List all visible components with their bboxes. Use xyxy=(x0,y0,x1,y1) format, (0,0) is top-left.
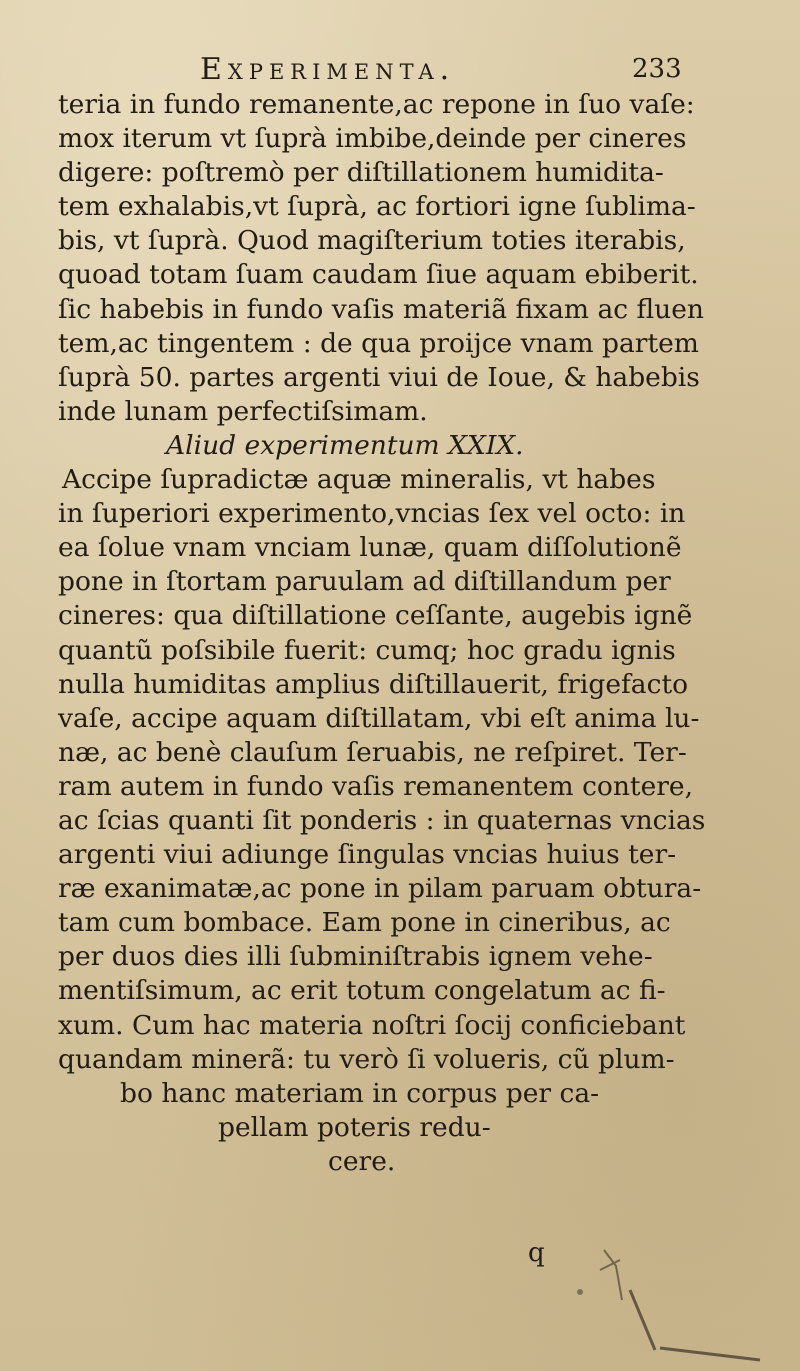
text-line: bis, vt ſuprà. Quod magiſterium toties iterabis, xyxy=(58,225,686,257)
text-line: ſic habebis in fundo vaſis materiã fixam ac fluen xyxy=(58,293,705,325)
text-line: pone in ſtortam paruulam ad diſtillandum per xyxy=(58,566,671,598)
text-line: ea ſolue vnam vnciam lunæ, quam diſſolutionẽ xyxy=(58,532,682,564)
text-line: teria in fundo remanente,ac repone in ſuo vaſe: xyxy=(58,89,695,120)
text-line: cere. xyxy=(328,1145,396,1177)
text-line: inde lunam perfectiſsimam. xyxy=(58,395,428,427)
text-line: per duos dies illi ſubminiſtrabis ignem vehe- xyxy=(58,941,653,973)
text-line: quantũ poſsibile fuerit: cumq; hoc gradu ignis xyxy=(58,634,676,666)
page-header xyxy=(0,52,800,92)
text-line: xum. Cum hac materia noſtri ſocij conficiebant xyxy=(58,1009,686,1041)
running-title: Experimenta. xyxy=(200,52,456,87)
text-line: quoad totam ſuam caudam ſiue aquam ebiberit. xyxy=(58,259,699,291)
text-line: ram autem in fundo vaſis remanentem contere, xyxy=(58,770,694,802)
text-line: ac ſcias quanti ſit ponderis : in quaternas vncias xyxy=(58,804,706,836)
section-heading: Aliud experimentum XXIX. xyxy=(166,429,524,461)
text-line: ræ exanimatæ,ac pone in pilam paruam obtura- xyxy=(58,873,702,905)
text-line: nulla humiditas amplius diſtillauerit, frigefacto xyxy=(58,668,689,700)
text-line: bo hanc materiam in corpus per ca- xyxy=(120,1077,600,1109)
text-line: tem,ac tingentem : de qua proijce vnam partem xyxy=(58,327,699,359)
text-line: mox iterum vt ſuprà imbibe,deinde per cineres xyxy=(58,123,687,155)
body-text xyxy=(58,88,706,1179)
text-line: mentiſsimum, ac erit totum congelatum ac fi- xyxy=(58,975,666,1007)
text-line: ſuprà 50. partes argenti viui de Ioue, & habebis xyxy=(58,361,700,393)
text-line: Accipe ſupradictæ aquæ mineralis, vt habes xyxy=(62,464,656,496)
text-line: pellam poteris redu- xyxy=(218,1111,491,1143)
text-line: tem exhalabis,vt ſuprà, ac fortiori igne ſublima- xyxy=(58,191,696,223)
text-line: tam cum bombace. Eam pone in cineribus, ac xyxy=(58,907,671,939)
text-line: cineres: qua diſtillatione ceſſante, augebis ignẽ xyxy=(58,600,693,632)
text-line: in ſuperiori experimento,vncias ſex vel octo: in xyxy=(58,498,686,530)
text-line: quandam minerã: tu verò ſi volueris, cũ plum- xyxy=(58,1043,675,1075)
catchword: q xyxy=(528,1238,545,1268)
text-line: argenti viui adiunge ſingulas vncias huius ter- xyxy=(58,839,677,871)
text-line: digere: poſtremò per diſtillationem humidita- xyxy=(58,157,664,189)
page-number: 233 xyxy=(632,54,682,84)
text-line: vaſe, accipe aquam diſtillatam, vbi eſt anima lu- xyxy=(58,702,700,734)
text-line: næ, ac benè clauſum ſeruabis, ne reſpiret. Ter- xyxy=(58,736,687,768)
ink-stain-decoration xyxy=(560,1230,800,1371)
